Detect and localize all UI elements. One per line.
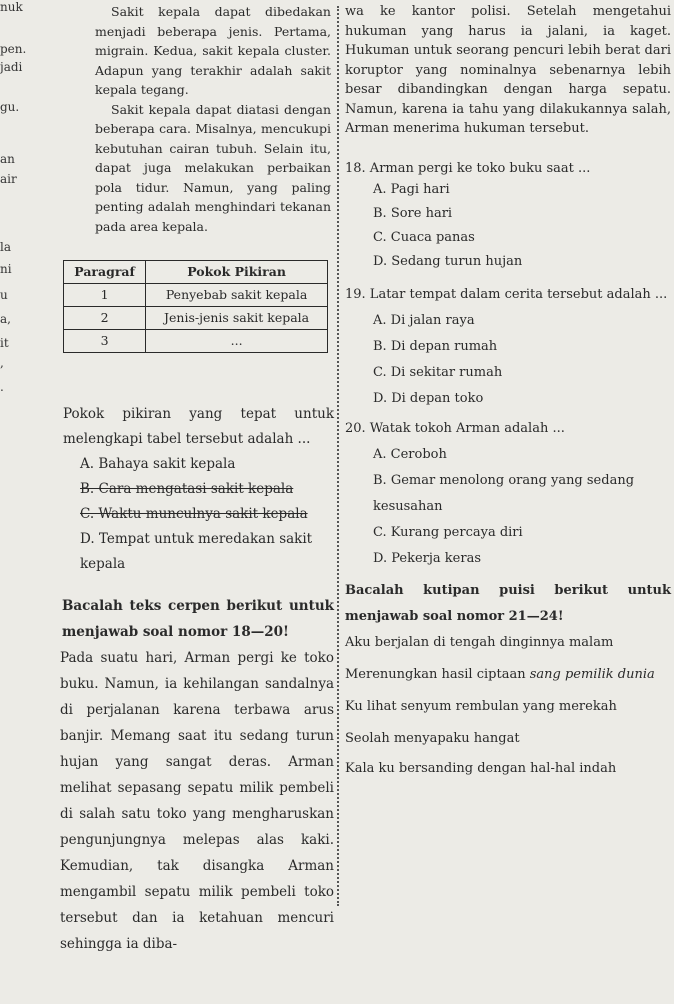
poem-line-4: Seolah menyapaku hangat <box>345 731 520 746</box>
q18-option-d: D. Sedang turun hujan <box>373 254 523 269</box>
q17-option-b <box>58 477 334 502</box>
right-column <box>345 2 671 782</box>
q20-option-d: D. Pekerja keras <box>373 551 481 566</box>
table-row <box>64 284 328 307</box>
q19-option-b: B. Di depan rumah <box>373 339 498 354</box>
q17-option-c-text: C. Waktu munculnya sakit kepala <box>80 506 308 522</box>
q18-option-c: C. Cuaca panas <box>373 230 475 245</box>
left-lower-column <box>58 402 334 957</box>
margin-fragment: gu. <box>0 100 20 114</box>
margin-fragment: it <box>0 336 9 350</box>
section-heading-cerpen: Bacalah teks cerpen berikut untuk menjawab soal nomor 18—20! <box>62 598 334 640</box>
column-divider <box>337 6 339 906</box>
poem-line-2 <box>345 662 671 688</box>
q18-option-a: A. Pagi hari <box>373 182 450 197</box>
table-cell: 3 <box>64 330 146 353</box>
story-text: Pada suatu hari, Arman pergi ke toko buku. Namun, ia kehilangan sandalnya di perjalanan karena terbawa arus banjir. Memang saat itu sedang turun hujan yang sangat deras. Arman melihat sepasang sepatu milik pembeli di salah satu toko yang mengharuskan pengunjungnya melepas alas kaki. Kemudian, tak disangka Arman mengambil sepatu milik pembeli toko tersebut dan ia ketahuan mencuri sehingga ia diba- <box>60 650 334 952</box>
q17-option-c <box>58 502 334 527</box>
margin-fragment: u <box>0 288 8 302</box>
q20-stem: 20. Watak tokoh Arman adalah ... <box>345 421 565 436</box>
section-heading-puisi: Bacalah kutipan puisi berikut untuk menjawab soal nomor 21—24! <box>345 583 671 624</box>
margin-fragment: nuk <box>0 0 23 14</box>
table-cell: 2 <box>64 307 146 330</box>
margin-fragment: an <box>0 152 15 166</box>
table-header: Pokok Pikiran <box>146 261 328 284</box>
margin-fragment: a, <box>0 312 11 326</box>
q18-stem: 18. Arman pergi ke toko buku saat ... <box>345 160 591 176</box>
left-top-text <box>95 2 331 236</box>
margin-fragment: air <box>0 172 17 186</box>
q19-option-c: C. Di sekitar rumah <box>373 365 503 380</box>
table-header: Paragraf <box>64 261 146 284</box>
margin-fragment: . <box>0 380 4 394</box>
q19-stem: 19. Latar tempat dalam cerita tersebut adalah ... <box>345 287 668 302</box>
table-row <box>64 330 328 353</box>
table-cell: 1 <box>64 284 146 307</box>
q18-option-b: B. Sore hari <box>373 206 453 221</box>
q17-stem: Pokok pikiran yang tepat untuk melengkapi tabel tersebut adalah ... <box>63 406 334 447</box>
table-cell: ... <box>146 330 328 353</box>
poem-line-2-text: Merenungkan hasil ciptaan <box>345 667 530 682</box>
q17-option-a: A. Bahaya sakit kepala <box>80 456 236 472</box>
table-cell: Jenis-jenis sakit kepala <box>146 307 328 330</box>
paragraph-2: Sakit kepala dapat diatasi dengan beberapa cara. Misalnya, mencukupi kebutuhan cairan tubuh. Selain itu, dapat juga melakukan perbaikan pola tidur. Namun, yang paling penting adalah menghindari tekanan pada area kepala. <box>95 101 331 234</box>
margin-fragment: pen. <box>0 42 27 56</box>
poem-line-5: Kala ku bersanding dengan hal-hal indah <box>345 761 617 776</box>
poem-line-3: Ku lihat senyum rembulan yang merekah <box>345 699 617 714</box>
margin-fragment: , <box>0 356 4 370</box>
pokok-pikiran-table <box>63 260 328 353</box>
table-row <box>64 307 328 330</box>
story-continuation: wa ke kantor polisi. Setelah mengetahui hukuman yang harus ia jalani, ia kaget. Hukuman untuk seorang pencuri lebih berat dari koruptor yang nominalnya sebenarnya lebih besar dibandingkan dengan harga sepatu. Namun, karena ia tahu yang dilakukannya salah, Arman menerima hukuman tersebut. <box>345 4 671 136</box>
table-cell: Penyebab sakit kepala <box>146 284 328 307</box>
poem-line-1: Aku berjalan di tengah dinginnya malam <box>345 635 614 650</box>
q20-option-c: C. Kurang percaya diri <box>373 525 523 540</box>
pokok-pikiran-table-wrapper <box>63 258 328 353</box>
q19-option-a: A. Di jalan raya <box>373 313 475 328</box>
q20-option-a: A. Ceroboh <box>373 447 447 462</box>
margin-fragment: jadi <box>0 60 23 74</box>
q20-option-b: B. Gemar menolong orang yang sedang kesusahan <box>373 473 635 514</box>
q17-option-d: D. Tempat untuk meredakan sakit kepala <box>80 531 313 572</box>
margin-fragment: la <box>0 240 11 254</box>
q19-option-d: D. Di depan toko <box>373 391 484 406</box>
margin-fragment: ni <box>0 262 12 276</box>
poem-line-2-italic: sang pemilik dunia <box>529 667 655 682</box>
q17-option-b-text: B. Cara mengatasi sakit kepala <box>80 481 294 497</box>
paragraph-1: Sakit kepala dapat dibedakan menjadi beberapa jenis. Pertama, migrain. Kedua, sakit kepala cluster. Adapun yang terakhir adalah sakit kepala tegang. <box>95 4 331 97</box>
